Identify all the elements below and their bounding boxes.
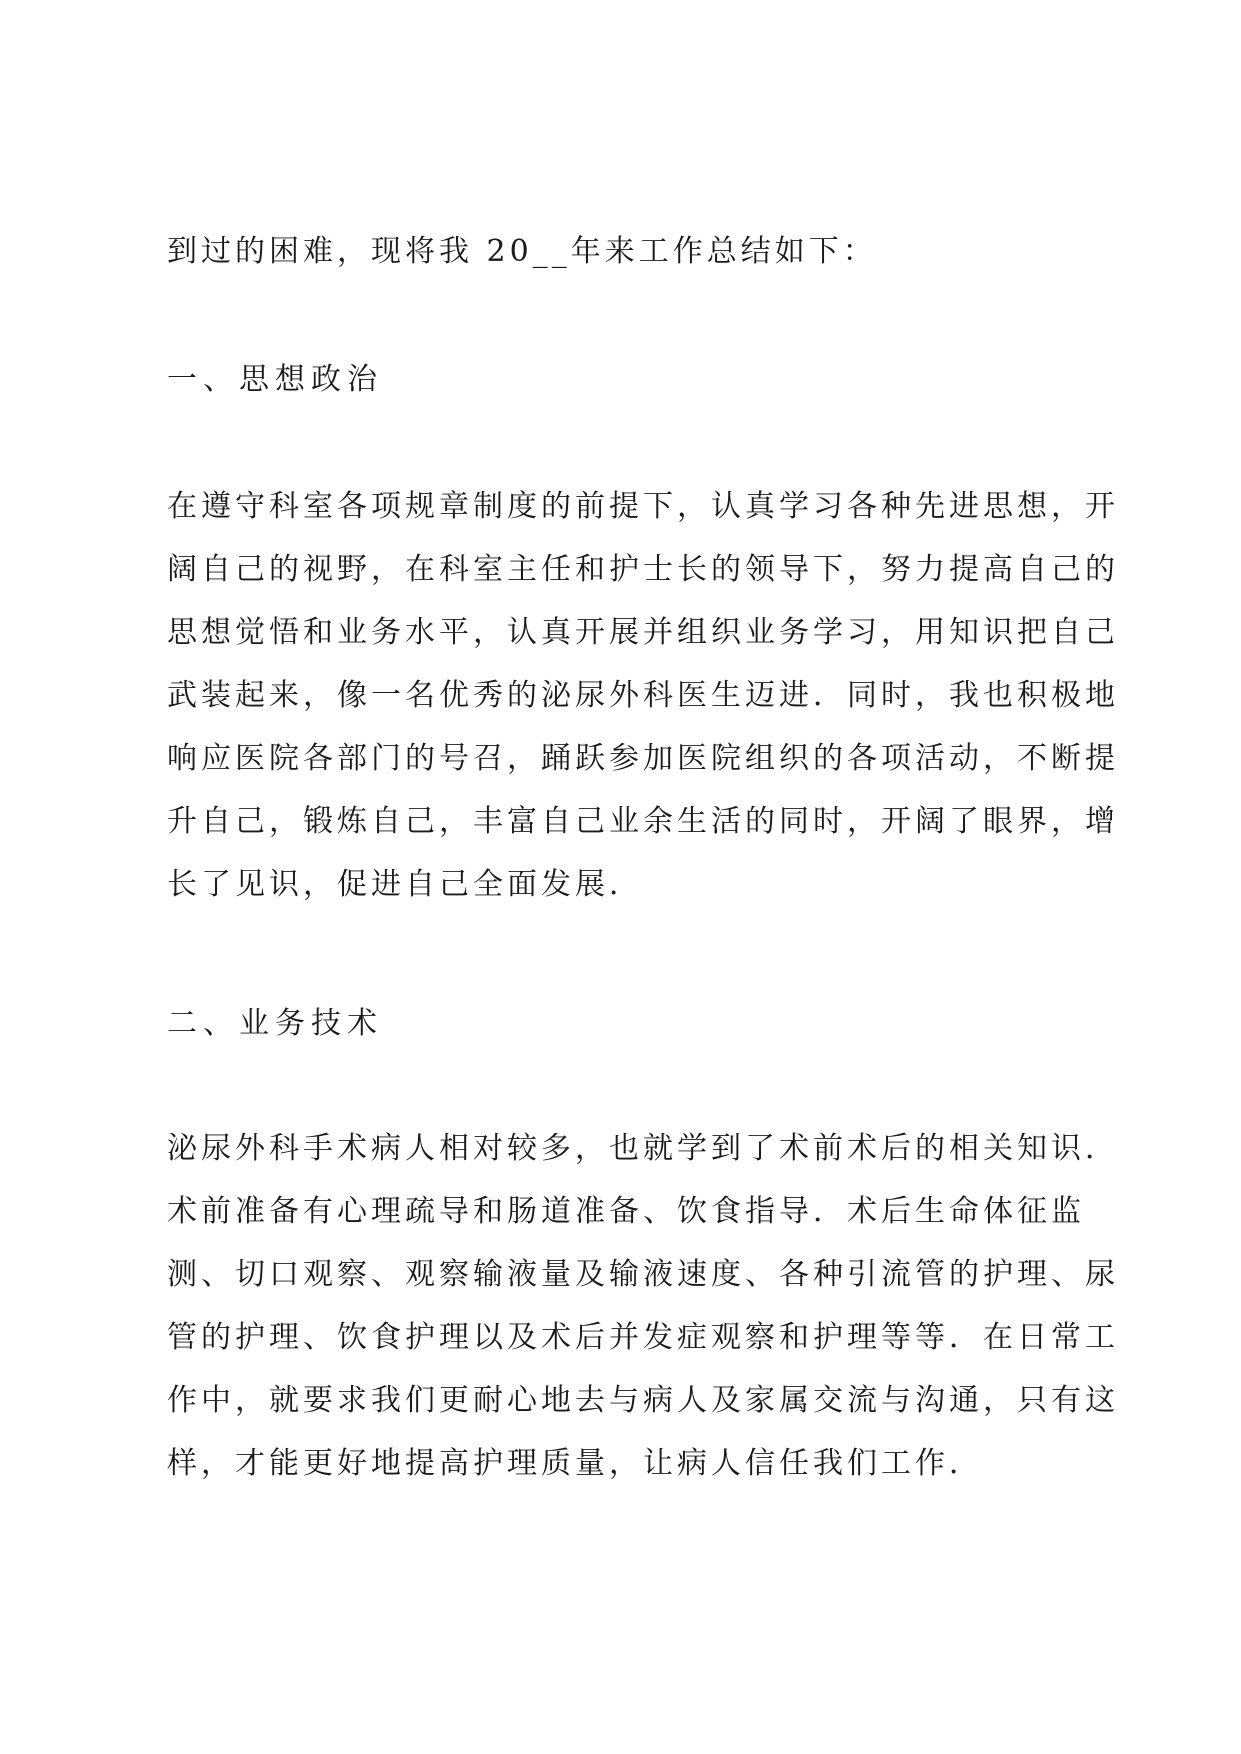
paragraph-line: 作中，就要求我们更耐心地去与病人及家属交流与沟通，只有这: [167, 1383, 1119, 1418]
section-heading-2: 二、业务技术: [167, 1006, 383, 1041]
paragraph-line: 响应医院各部门的号召，踊跃参加医院组织的各项活动，不断提: [167, 741, 1119, 776]
paragraph-line: 武装起来，像一名优秀的泌尿外科医生迈进．同时，我也积极地: [167, 678, 1119, 713]
paragraph-line: 思想觉悟和业务水平，认真开展并组织业务学习，用知识把自己: [167, 615, 1119, 650]
paragraph-line: 样，才能更好地提高护理质量，让病人信任我们工作．: [167, 1446, 983, 1481]
paragraph-line: 泌尿外科手术病人相对较多，也就学到了术前术后的相关知识．: [167, 1131, 1119, 1166]
paragraph-line: 术前准备有心理疏导和肠道准备、饮食指导．术后生命体征监: [167, 1194, 1085, 1229]
paragraph-line: 测、切口观察、观察输液量及输液速度、各种引流管的护理、尿: [167, 1257, 1119, 1292]
intro-line: 到过的困难，现将我 20__年来工作总结如下：: [167, 234, 877, 269]
section-heading-1: 一、思想政治: [167, 362, 383, 397]
paragraph-line: 管的护理、饮食护理以及术后并发症观察和护理等等．在日常工: [167, 1320, 1119, 1355]
paragraph-line: 阔自己的视野，在科室主任和护士长的领导下，努力提高自己的: [167, 552, 1119, 587]
paragraph-line: 升自己，锻炼自己，丰富自己业余生活的同时，开阔了眼界，增: [167, 804, 1119, 839]
paragraph-line: 在遵守科室各项规章制度的前提下，认真学习各种先进思想，开: [167, 489, 1119, 524]
paragraph-line: 长了见识，促进自己全面发展．: [167, 867, 643, 902]
